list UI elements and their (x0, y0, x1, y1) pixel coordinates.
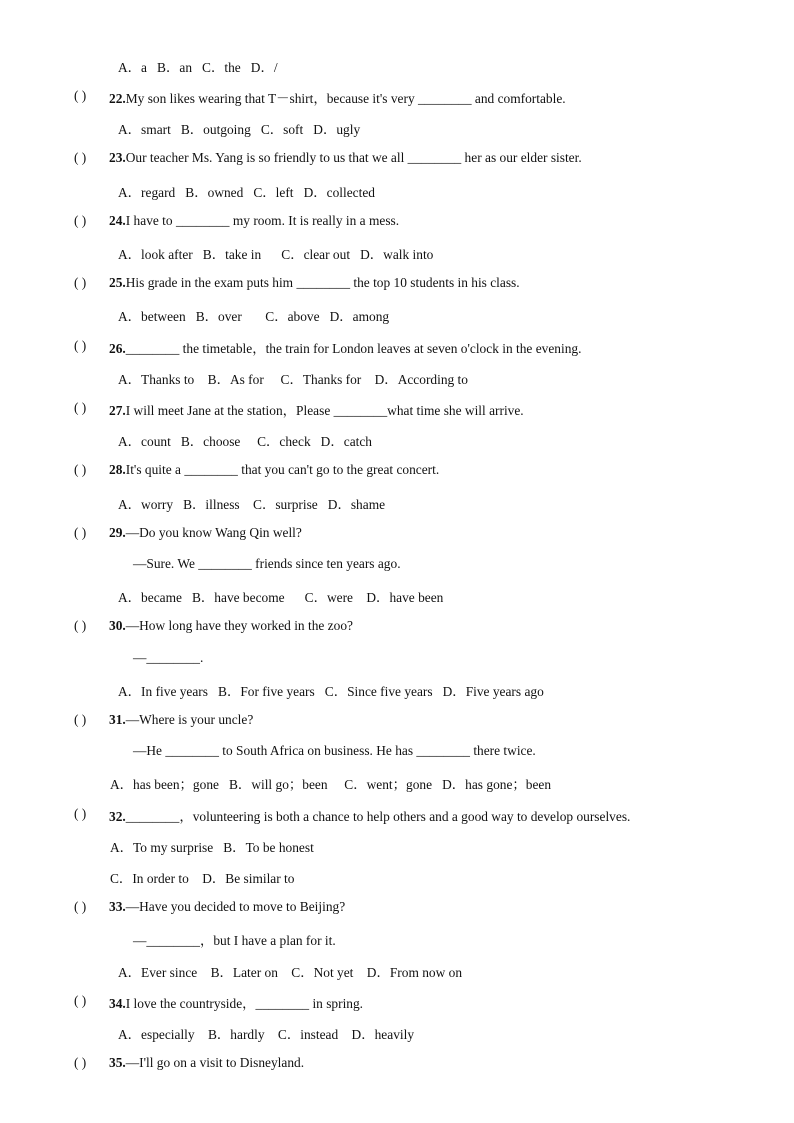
question-number: 28. (109, 462, 126, 477)
question-body: —Where is your uncle? (125, 712, 254, 727)
option-line: A．look after B．take in C．clear out D．walk into (118, 247, 434, 262)
option-line: —________. (133, 650, 204, 665)
question-text (109, 462, 439, 478)
question-body: I will meet Jane at the station，Please ________what time she will arrive. (125, 403, 524, 418)
question-body: My son likes wearing that T－shirt，because it's very ________ and comfortable. (125, 91, 566, 106)
question-number: 30. (109, 618, 126, 633)
question-body: It's quite a ________ that you can't go to the great concert. (125, 462, 440, 477)
option-line: A．In five years B．For five years C．Since five years D．Five years ago (118, 684, 544, 699)
answer-bracket: ( ) (74, 1055, 87, 1070)
question-body: I love the countryside，________ in spring. (125, 996, 364, 1011)
question-text (109, 899, 345, 915)
question-text (109, 150, 582, 166)
option-line: A．a B．an C．the D．/ (118, 60, 278, 75)
answer-bracket: ( ) (74, 462, 87, 477)
question-number: 31. (109, 712, 126, 727)
question-text (109, 525, 302, 541)
option-line: A．became B．have become C．were D．have been (118, 590, 444, 605)
question-number: 27. (109, 403, 126, 418)
question-text (109, 712, 253, 728)
question-text (109, 400, 524, 419)
option-line: C．In order to D．Be similar to (110, 871, 295, 886)
answer-bracket: ( ) (74, 525, 87, 540)
question-number: 22. (109, 91, 126, 106)
answer-bracket: ( ) (74, 150, 87, 165)
option-line: A．To my surprise B．To be honest (110, 840, 314, 855)
answer-bracket: ( ) (74, 275, 87, 290)
option-line: A．Ever since B．Later on C．Not yet D．From now on (118, 965, 463, 980)
option-line: A．especially B．hardly C．instead D．heavily (118, 1027, 415, 1042)
question-body: I have to ________ my room. It is really in a mess. (125, 213, 400, 228)
question-number: 25. (109, 275, 126, 290)
option-line: A．smart B．outgoing C．soft D．ugly (118, 122, 361, 137)
answer-bracket: ( ) (74, 993, 87, 1008)
answer-bracket: ( ) (74, 712, 87, 727)
question-number: 29. (109, 525, 126, 540)
question-body: Our teacher Ms. Yang is so friendly to us that we all ________ her as our elder sister. (125, 150, 582, 165)
option-line: A．Thanks to B．As for C．Thanks for D．According to (118, 372, 468, 387)
question-number: 33. (109, 899, 126, 914)
question-number: 32. (109, 809, 126, 824)
question-number: 23. (109, 150, 126, 165)
question-body: —I'll go on a visit to Disneyland. (125, 1055, 305, 1070)
question-number: 26. (109, 341, 126, 356)
question-text (109, 275, 520, 291)
question-number: 24. (109, 213, 126, 228)
question-text (109, 1055, 304, 1071)
option-line: A．count B．choose C．check D．catch (118, 434, 372, 449)
option-line: A．regard B．owned C．left D．collected (118, 185, 375, 200)
question-body: —How long have they worked in the zoo? (125, 618, 353, 633)
option-line: —Sure. We ________ friends since ten years ago. (133, 556, 401, 571)
option-line: A．worry B．illness C．surprise D．shame (118, 497, 386, 512)
question-text (109, 806, 630, 825)
option-line: —________，but I have a plan for it. (133, 933, 336, 948)
answer-bracket: ( ) (74, 338, 87, 353)
option-line: —He ________ to South Africa on business. He has ________ there twice. (133, 743, 536, 758)
question-number: 34. (109, 996, 126, 1011)
question-body: His grade in the exam puts him ________ the top 10 students in his class. (125, 275, 520, 290)
answer-bracket: ( ) (74, 618, 87, 633)
question-number: 35. (109, 1055, 126, 1070)
option-line: A．between B．over C．above D．among (118, 309, 390, 324)
answer-bracket: ( ) (74, 400, 87, 415)
question-body: ________，volunteering is both a chance to help others and a good way to develop ourselves. (125, 809, 631, 824)
answer-bracket: ( ) (74, 88, 87, 103)
question-text (109, 993, 363, 1012)
question-text (109, 213, 399, 229)
answer-bracket: ( ) (74, 213, 87, 228)
question-text (109, 338, 581, 357)
answer-bracket: ( ) (74, 806, 87, 821)
option-line: A．has been；gone B．will go；been C．went；gone D．has gone；been (110, 777, 552, 792)
question-text (109, 88, 566, 107)
question-text (109, 618, 353, 634)
question-body: —Have you decided to move to Beijing? (125, 899, 346, 914)
question-body: —Do you know Wang Qin well? (125, 525, 302, 540)
question-body: ________ the timetable，the train for London leaves at seven o'clock in the evening. (125, 341, 582, 356)
answer-bracket: ( ) (74, 899, 87, 914)
